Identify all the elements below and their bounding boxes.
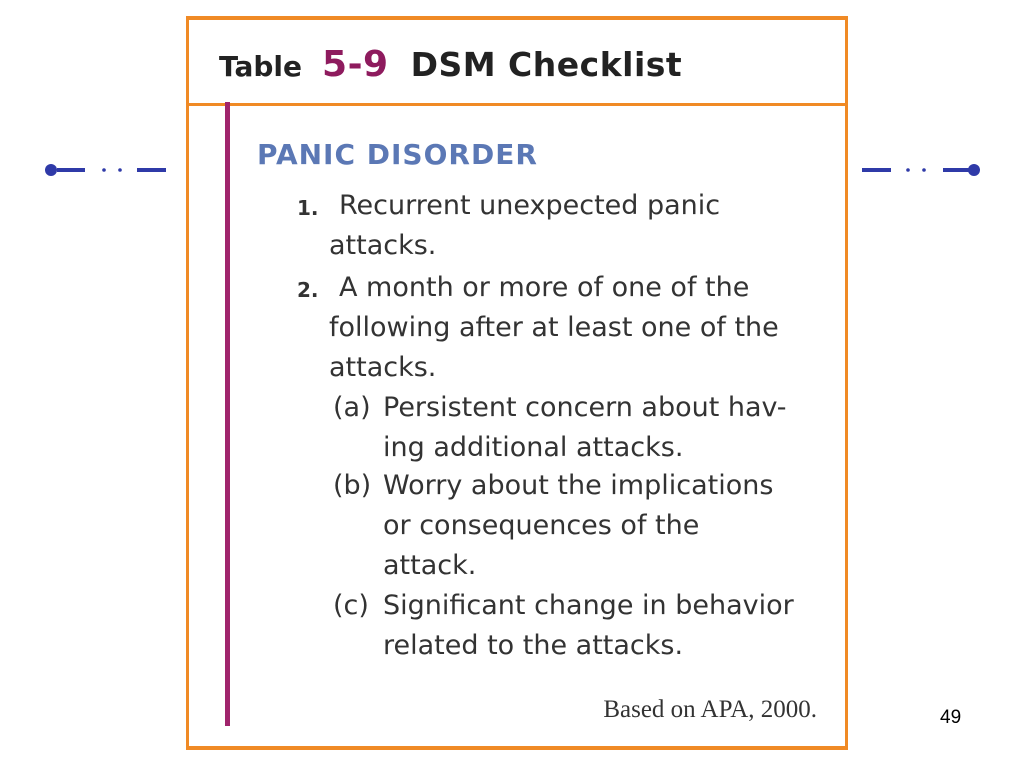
subitem-text-line: attack. <box>383 550 477 581</box>
right-connector-decoration <box>860 161 986 179</box>
subitem-marker: (a) <box>333 392 371 423</box>
connector-dot <box>45 164 57 176</box>
table-title <box>219 44 682 85</box>
connector-dot-small <box>922 168 926 172</box>
checklist-subitem-b <box>333 466 843 586</box>
checklist-subitem-a <box>333 388 843 468</box>
subitem-text-line: Significant change in behavior <box>383 590 794 621</box>
accent-vertical-line <box>225 102 230 726</box>
subitem-text-line: or consequences of the <box>383 510 700 541</box>
table-title-prefix: Table <box>219 50 303 83</box>
connector-dot-small <box>906 168 910 172</box>
table-citation: Based on APA, 2000. <box>603 696 817 723</box>
subitem-text-line: Persistent concern about hav- <box>383 392 787 423</box>
section-heading: PANIC DISORDER <box>257 138 538 171</box>
item-number: 2. <box>297 278 319 302</box>
item-text-line: attacks. <box>329 352 437 383</box>
item-text-line: attacks. <box>329 230 437 261</box>
subitem-marker: (b) <box>333 470 372 501</box>
connector-dot-small <box>102 168 106 172</box>
connector-dot-small <box>118 168 122 172</box>
table-title-name: DSM Checklist <box>410 45 683 84</box>
subitem-text-line: ing additional attacks. <box>383 432 684 463</box>
slide-page-number: 49 <box>940 707 962 728</box>
table-title-number: 5-9 <box>322 44 389 85</box>
left-connector-decoration <box>42 161 168 179</box>
subitem-text-line: Worry about the implications <box>383 470 774 501</box>
table-title-bar <box>189 20 845 106</box>
checklist-item-1 <box>297 186 837 266</box>
item-text-line: A month or more of one of the <box>339 272 750 303</box>
item-text-line: following after at least one of the <box>329 312 779 343</box>
connector-dot <box>968 164 980 176</box>
item-number: 1. <box>297 196 319 220</box>
checklist-item-2 <box>297 268 837 388</box>
checklist-subitem-c <box>333 586 843 666</box>
subitem-text-line: related to the attacks. <box>383 630 684 661</box>
item-text-line: Recurrent unexpected panic <box>339 190 721 221</box>
dsm-checklist-table <box>186 16 848 750</box>
subitem-marker: (c) <box>333 590 369 621</box>
